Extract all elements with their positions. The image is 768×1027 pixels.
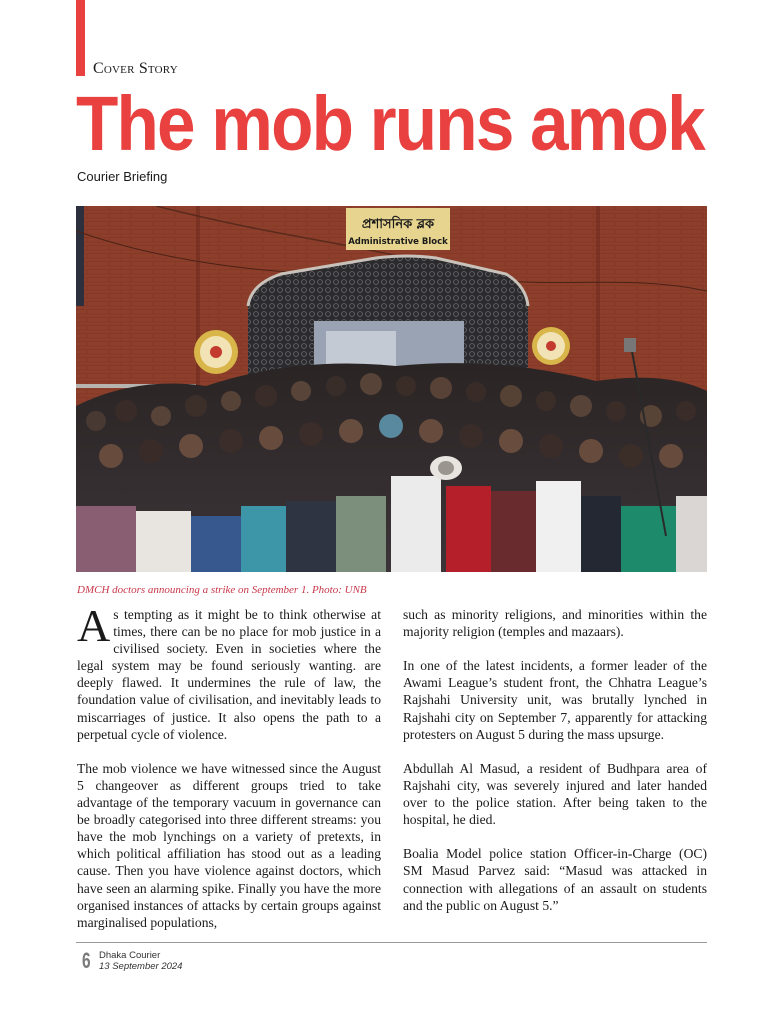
- issue-date: 13 September 2024: [99, 961, 183, 972]
- lead-photo-illustration: [76, 206, 707, 572]
- section-label: Cover Story: [93, 60, 178, 77]
- paragraph: In one of the latest incidents, a former leader of the Awami League’s student front, the Chhatra League’s Rajshahi University unit, was brutally lynched in Rajshahi city on September 7, apparently for attacking protesters on August 5 during the mass upsurge.: [403, 658, 707, 742]
- paragraph: The mob violence we have witnessed since the August 5 changeover as different groups tried to take advantage of the temporary vacuum in governance can be broadly categorised into three different streams: you have the mob lynchings on a variety of pretexts, in which political affiliation has stood out as a leading cause. Then you have violence against doctors, which have seen an alarming spike. Finally you have the more organised instances of attacks by certain groups against marginalised populations,: [77, 760, 381, 930]
- article-column-left: [77, 600, 381, 948]
- publication-name: Dhaka Courier: [99, 950, 161, 961]
- section-accent-bar: [76, 0, 85, 76]
- paragraph: Abdullah Al Masud, a resident of Budhpara area of Rajshahi city, was severely injured and later handed over to the police station. After being taken to the hospital, he died.: [403, 760, 707, 828]
- lead-photo: [76, 206, 707, 572]
- drop-cap: A: [77, 600, 111, 651]
- photo-caption: DMCH doctors announcing a strike on September 1. Photo: UNB: [77, 584, 367, 596]
- paragraph: such as minority religions, and minorities within the majority religion (temples and mazaars).: [403, 607, 707, 640]
- article-column-right: [403, 606, 707, 931]
- sign-bangla: প্রশাসনিক ব্লক: [361, 217, 435, 232]
- paragraph: Boalia Model police station Officer-in-Charge (OC) SM Masud Parvez said: “Masud was attacked in connection with allegations of an assault on students and the public on August 5.”: [403, 846, 707, 913]
- sign-english: Administrative Block: [348, 237, 448, 247]
- byline: Courier Briefing: [77, 169, 168, 184]
- paragraph: As tempting as it might be to think otherwise at times, there can be no place for mob justice in a civilised society. Even in societies where the legal system may be found seriously wanting. are deeply flawed. It undermines the rule of law, the foundation value of civilisation, and inevitably leads to miscarriages of justice. It also opens the path to a perpetual cycle of violence.: [77, 600, 381, 742]
- page-number: 6: [82, 948, 91, 973]
- footer-divider: [76, 942, 707, 943]
- headline: The mob runs amok: [76, 81, 704, 167]
